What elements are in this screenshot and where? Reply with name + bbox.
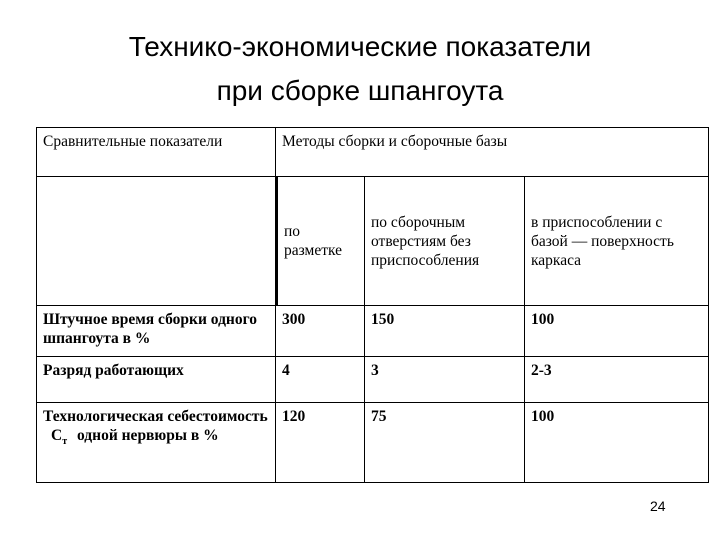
table-cell: 120 xyxy=(275,402,365,483)
table-cell: 100 xyxy=(524,402,709,483)
table-cell: 75 xyxy=(364,402,525,483)
cost-subscript: т xyxy=(62,436,68,448)
method-fixture xyxy=(524,176,709,306)
label-part: одной нервюры в % xyxy=(77,427,219,444)
method-marking xyxy=(275,176,365,306)
cost-symbol: С xyxy=(51,427,63,444)
method-label: по разметке xyxy=(284,223,343,259)
title-line-2: при сборке шпангоута xyxy=(216,75,504,106)
row-label: Штучное время сборки одного шпангоута в % xyxy=(36,305,276,357)
row-label: Разряд работающих xyxy=(36,356,276,403)
title-line-1: Технико-экономические показатели xyxy=(128,31,592,62)
page-number: 24 xyxy=(650,498,666,514)
method-holes xyxy=(364,176,525,306)
table-cell: 4 xyxy=(275,356,365,403)
table-cell: 300 xyxy=(275,305,365,357)
header-indicators: Сравнительные показатели xyxy=(36,127,276,177)
method-label: по сборочным отверстиям без приспособления xyxy=(371,213,480,269)
table-cell: 3 xyxy=(364,356,525,403)
method-label: в приспособлении с базой — поверхность каркаса xyxy=(531,213,674,269)
label-part: Технологическая себестоимость xyxy=(43,408,268,425)
header-methods: Методы сборки и сборочные базы xyxy=(275,127,709,177)
table-cell: 100 xyxy=(524,305,709,357)
row-label xyxy=(36,402,276,483)
table-cell: 150 xyxy=(364,305,525,357)
table-cell: 2-3 xyxy=(524,356,709,403)
header-empty-cell xyxy=(36,176,276,306)
